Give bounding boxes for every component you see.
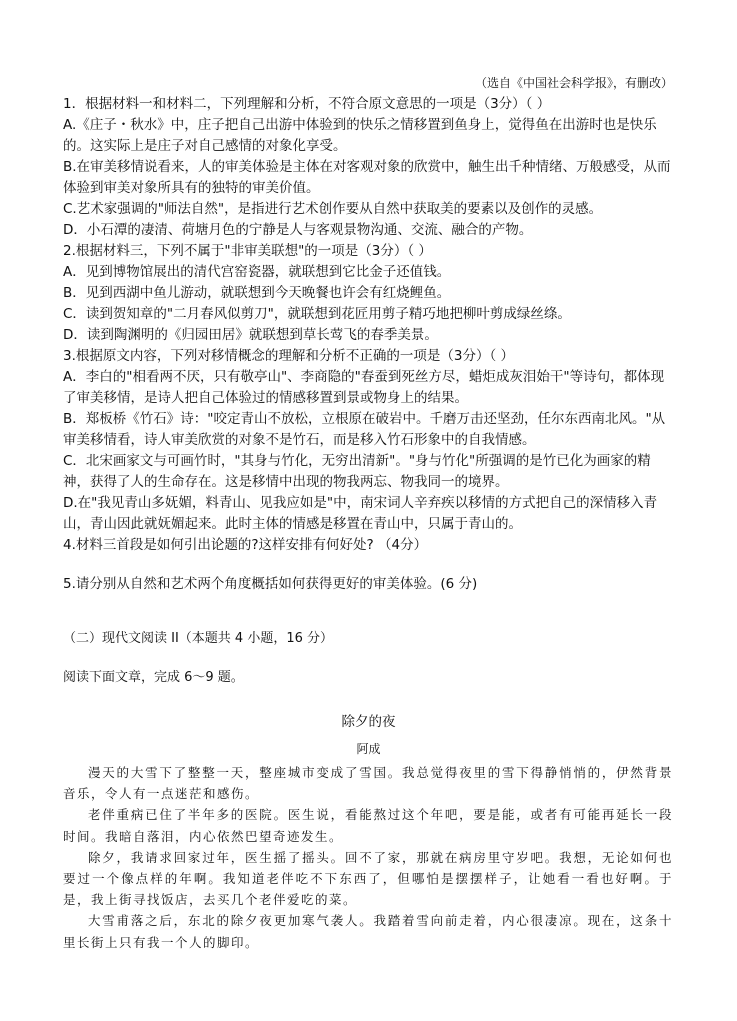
reading-instruction: 阅读下面文章，完成 6～9 题。 xyxy=(63,670,244,685)
question-3-option-c: C．北宋画家文与可画竹时，"其身与竹化，无穷出清新"。"身与竹化"所强调的是竹已化为画家的精神，获得了人的生命存在。这是移情中出现的物我两忘、物我同一的境界。 xyxy=(63,453,651,490)
question-1-option-b: B.在审美移情说看来，人的审美体验是主体在对客观对象的欣赏中，触生出千种情绪、万般感受，从而体验到审美对象所具有的独特的审美价值。 xyxy=(63,159,671,196)
question-2-option-c: C．读到贺知章的"二月春风似剪刀"，就联想到花匠用剪子精巧地把柳叶剪成绿丝绦。 xyxy=(63,306,571,322)
story-paragraph: 老伴重病已住了半年多的医院。医生说，看能熬过这个年吧，要是能，或者有可能再延长一段时间。我暗自落泪，内心依然巴望奇迹发生。 xyxy=(63,807,673,844)
question-4-stem: 4.材料三首段是如何引出论题的?这样安排有何好处? （4分） xyxy=(63,537,428,553)
section-header: （二）现代文阅读 II（本题共 4 小题，16 分） xyxy=(63,631,334,646)
question-block xyxy=(63,94,675,556)
story-paragraph: 除夕，我请求回家过年，医生摇了摇头。回不了家，那就在病房里守岁吧。我想，无论如何也要过一个像点样的年啊。我知道老伴吃不下东西了，但哪怕是摆摆样子，让她看一看也好啊。于是，我上街寻找饭店，去买几个老伴爱吃的菜。 xyxy=(63,849,673,908)
question-1-option-d: D．小石潭的凄清、荷塘月色的宁静是人与客观景物沟通、交流、融合的产物。 xyxy=(63,222,533,238)
question-3-option-d: D.在"我见青山多妩媚，料青山、见我应如是"中，南宋词人辛弃疾以移情的方式把自己的深情移入青山，青山因此就妩媚起来。此时主体的情感是移置在青山中，只属于青山的。 xyxy=(63,495,658,532)
question-5-stem: 5.请分别从自然和艺术两个角度概括如何获得更好的审美体验。(6 分) xyxy=(63,576,478,592)
question-1-option-a: A.《庄子・秋水》中，庄子把自己出游中体验到的快乐之情移置到鱼身上，觉得鱼在出游时也是快乐的。这实际上是庄子对自己感情的对象化享受。 xyxy=(63,117,657,154)
story-author: 阿成 xyxy=(356,742,381,756)
source-note: （选自《中国社会科学报》，有删改） xyxy=(474,76,673,90)
question-2-option-b: B．见到西湖中鱼儿游动，就联想到今天晚餐也许会有红烧鲤鱼。 xyxy=(63,285,451,301)
story-body xyxy=(63,762,673,953)
question-1-stem: 1．根据材料一和材料二，下列理解和分析，不符合原文意思的一项是（3分）（ ） xyxy=(63,96,551,112)
story-paragraph: 漫天的大雪下了整整一天，整座城市变成了雪国。我总觉得夜里的雪下得静悄悄的，伊然背景音乐，令人有一点迷茫和感伤。 xyxy=(63,765,673,802)
question-1-option-c: C.艺术家强调的"师法自然"，是指进行艺术创作要从自然中获取美的要素以及创作的灵感。 xyxy=(63,201,603,217)
story-title: 除夕的夜 xyxy=(341,714,396,730)
question-2-option-a: A．见到博物馆展出的清代宫窑瓷器，就联想到它比金子还值钱。 xyxy=(63,264,451,280)
question-3-stem: 3.根据原文内容，下列对移情概念的理解和分析不正确的一项是（3分）（ ） xyxy=(63,348,515,364)
question-2-stem: 2.根据材料三，下列不属于"非审美联想"的一项是（3分）（ ） xyxy=(63,243,432,259)
question-2-option-d: D．读到陶渊明的《归园田居》就联想到草长莺飞的春季美景。 xyxy=(63,327,438,343)
story-paragraph: 大雪甫落之后，东北的除夕夜更加寒气袭人。我踏着雪向前走着，内心很凄凉。现在，这条十里长街上只有我一个人的脚印。 xyxy=(63,913,673,950)
question-3-option-a: A．李白的"相看两不厌，只有敬亭山"、李商隐的"春蚕到死丝方尽，蜡炬成灰泪始干"等诗句，都体现了审美移情，是诗人把自己体验过的情感移置到景或物身上的结果。 xyxy=(63,369,665,406)
question-3-option-b: B．郑板桥《竹石》诗："咬定青山不放松，立根原在破岩中。千磨万击还坚劲，任尔东西南北风。"从审美移情看，诗人审美欣赏的对象不是竹石，而是移入竹石形象中的自我情感。 xyxy=(63,411,666,448)
